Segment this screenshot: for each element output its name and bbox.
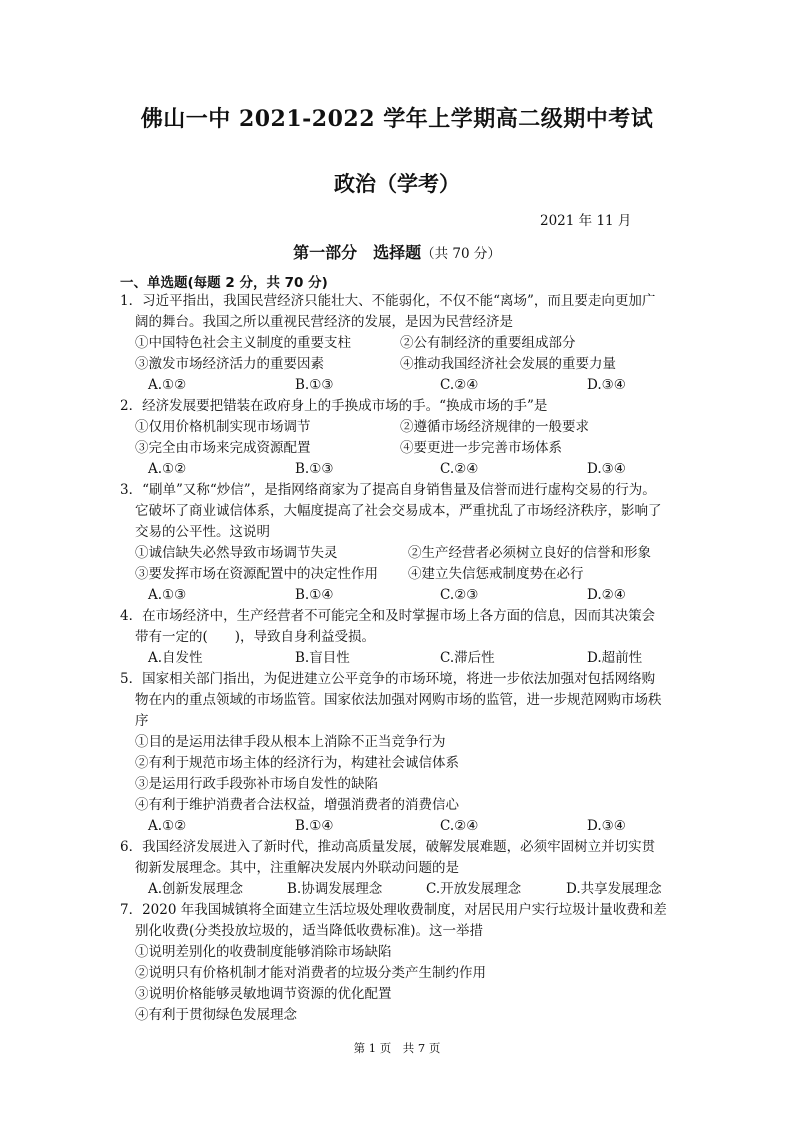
choice-c: C.②④ xyxy=(440,377,479,393)
choice-d: D.②④ xyxy=(587,587,626,603)
part-title: 第一部分 选择题 xyxy=(293,243,422,262)
choice-c: C.开放发展理念 xyxy=(426,881,522,897)
choice-d: D.超前性 xyxy=(587,650,643,666)
question-stem: 3．“刷单”又称“炒信”，是指网络商家为了提高自身销售量及信誉而进行虚构交易的行为。 xyxy=(120,482,656,498)
statement: ④推动我国经济社会发展的重要力量 xyxy=(400,356,616,372)
choice-a: A.①③ xyxy=(148,587,187,603)
choice-c: C.②③ xyxy=(440,587,479,603)
question-stem: 阔的舞台。我国之所以重视民营经济的发展，是因为民营经济是 xyxy=(135,314,513,330)
subject-title: 政治（学考） xyxy=(334,171,460,196)
statement: ①说明差别化的收费制度能够消除市场缺陷 xyxy=(135,944,392,960)
question-stem: 5．国家相关部门指出，为促进建立公平竞争的市场环境，将进一步依法加强对包括网络购 xyxy=(120,671,656,687)
choice-b: B.①③ xyxy=(295,377,334,393)
statement: ①目的是运用法律手段从根本上消除不正当竞争行为 xyxy=(135,734,446,750)
question-stem: 它破坏了商业诚信体系，大幅度提高了社会交易成本，严重扰乱了市场经济秩序，影响了 xyxy=(135,503,662,519)
choice-a: A.①② xyxy=(148,461,187,477)
question-stem: 带有一定的( )，导致自身利益受损。 xyxy=(135,629,376,645)
statement: ①仅用价格机制实现市场调节 xyxy=(135,419,311,435)
choice-a: A.①② xyxy=(148,818,187,834)
question-stem: 序 xyxy=(135,713,149,729)
statement: ③要发挥市场在资源配置中的决定性作用 xyxy=(135,566,378,582)
question-stem: 1．习近平指出，我国民营经济只能壮大、不能弱化，不仅不能“离场”，而且要走向更加广 xyxy=(120,293,656,309)
statement: ③完全由市场来完成资源配置 xyxy=(135,440,311,456)
page-footer: 第 1 页 共 7 页 xyxy=(353,1041,441,1055)
question-stem: 别化收费(分类投放垃圾的，适当降低收费标准)。这一举措 xyxy=(135,923,484,939)
statement: ②公有制经济的重要组成部分 xyxy=(400,335,576,351)
statement: ②说明只有价格机制才能对消费者的垃圾分类产生制约作用 xyxy=(135,965,486,981)
statement: ③说明价格能够灵敏地调节资源的优化配置 xyxy=(135,986,392,1002)
part-heading xyxy=(0,240,794,263)
question-stem: 物在内的重点领域的市场监管。国家依法加强对网购市场的监管，进一步规范网购市场秩 xyxy=(135,692,662,708)
question-stem: 彻新发展理念。其中，注重解决发展内外联动问题的是 xyxy=(135,860,459,876)
choice-d: D.③④ xyxy=(587,377,626,393)
statement: ④建立失信惩戒制度势在必行 xyxy=(408,566,584,582)
statement: ③是运用行政手段弥补市场自发性的缺陷 xyxy=(135,776,378,792)
choice-c: C.②④ xyxy=(440,818,479,834)
statement: ④要更进一步完善市场体系 xyxy=(400,440,562,456)
choice-a: A.自发性 xyxy=(148,650,203,666)
exam-title: 佛山一中 2021-2022 学年上学期高二级期中考试 xyxy=(140,106,654,132)
question-stem: 7．2020 年我国城镇将全面建立生活垃圾处理收费制度，对居民用户实行垃圾计量收费和差 xyxy=(120,902,667,918)
choice-b: B.①④ xyxy=(295,587,334,603)
choice-b: B.协调发展理念 xyxy=(287,881,383,897)
question-stem: 6．我国经济发展进入了新时代，推动高质量发展，破解发展难题，必须牢固树立并切实贯 xyxy=(120,839,656,855)
statement: ②有利于规范市场主体的经济行为，构建社会诚信体系 xyxy=(135,755,459,771)
statement: ②生产经营者必须树立良好的信誉和形象 xyxy=(408,545,651,561)
choice-a: A.①② xyxy=(148,377,187,393)
part-note: （共 70 分） xyxy=(421,246,501,262)
statement: ①中国特色社会主义制度的重要支柱 xyxy=(135,335,351,351)
choice-c: C.②④ xyxy=(440,461,479,477)
choice-a: A.创新发展理念 xyxy=(148,881,244,897)
choice-d: D.③④ xyxy=(587,461,626,477)
choice-c: C.滞后性 xyxy=(440,650,495,666)
statement: ④有利于贯彻绿色发展理念 xyxy=(135,1007,297,1023)
section-heading: 一、单选题(每题 2 分，共 70 分) xyxy=(120,275,328,291)
choice-b: B.盲目性 xyxy=(295,650,350,666)
statement: ②遵循市场经济规律的一般要求 xyxy=(400,419,589,435)
statement: ③激发市场经济活力的重要因素 xyxy=(135,356,324,372)
statement: ④有利于维护消费者合法权益，增强消费者的消费信心 xyxy=(135,797,459,813)
question-stem: 2．经济发展要把错装在政府身上的手换成市场的手。“换成市场的手”是 xyxy=(120,398,548,414)
choice-b: B.①④ xyxy=(295,818,334,834)
statement: ①诚信缺失必然导致市场调节失灵 xyxy=(135,545,338,561)
choice-d: D.③④ xyxy=(587,818,626,834)
choice-d: D.共享发展理念 xyxy=(566,881,662,897)
choice-b: B.①③ xyxy=(295,461,334,477)
question-stem: 4．在市场经济中，生产经营者不可能完全和及时掌握市场上各方面的信息，因而其决策会 xyxy=(120,608,656,624)
question-stem: 交易的公平性。这说明 xyxy=(135,524,270,540)
exam-date: 2021 年 11 月 xyxy=(540,213,632,229)
